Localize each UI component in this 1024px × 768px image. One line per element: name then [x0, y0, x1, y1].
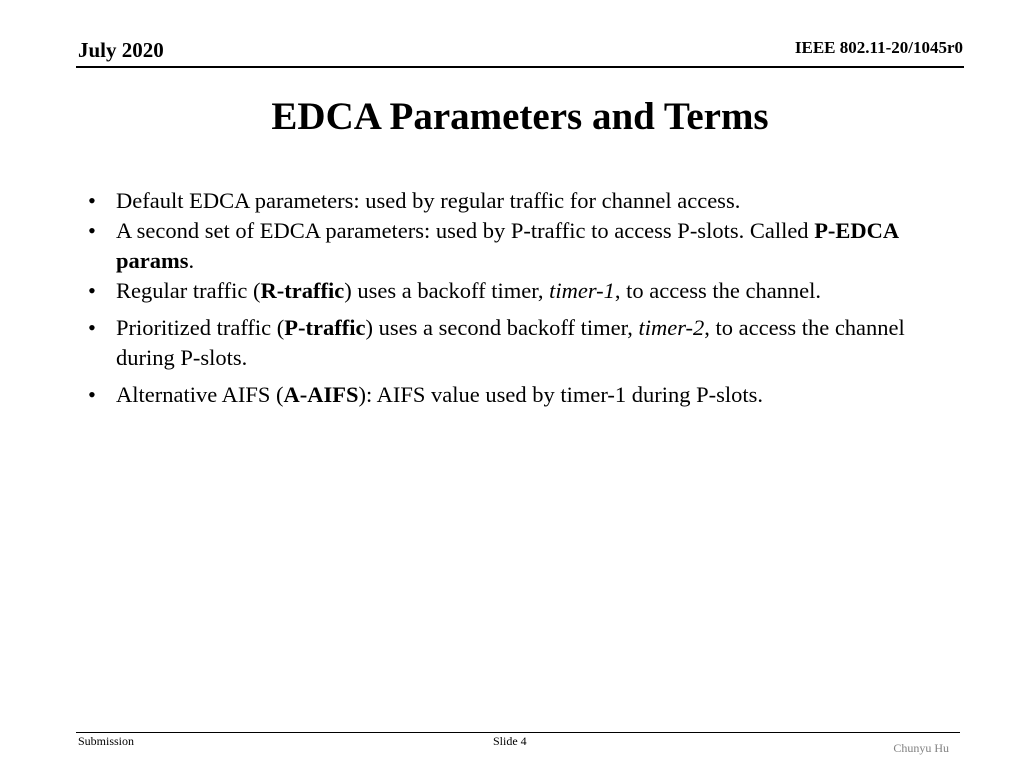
footer-divider — [76, 732, 960, 733]
bullet-bold-term: P-EDCA params — [116, 218, 898, 273]
bullet-text: Prioritized traffic ( — [116, 315, 285, 340]
header-divider — [76, 66, 964, 68]
bullet-item — [88, 380, 958, 410]
bullet-bold-term: R-traffic — [260, 278, 345, 303]
bullet-bold-term: P-traffic — [284, 315, 366, 340]
bullet-text: , to access the channel during P-slots. — [116, 315, 905, 370]
bullet-text: ) uses a backoff timer, — [344, 278, 550, 303]
footer-author: Chunyu Hu — [893, 741, 949, 755]
bullet-list — [88, 186, 958, 410]
bullet-text: , to access the channel. — [614, 278, 822, 303]
bullet-bold-term: A-AIFS — [283, 382, 359, 407]
footer-slide-number: Slide 4 — [493, 734, 527, 748]
bullet-text: Regular traffic ( — [116, 278, 261, 303]
bullet-text: Default EDCA parameters: used by regular traffic for channel access. — [116, 188, 741, 213]
bullet-italic-term: timer-1 — [549, 278, 615, 303]
bullet-text: A second set of EDCA parameters: used by P-traffic to access P-slots. Called — [116, 218, 815, 243]
bullet-item — [88, 276, 958, 306]
bullet-text: ) uses a second backoff timer, — [365, 315, 639, 340]
bullet-item — [88, 313, 958, 373]
header-date: July 2020 — [78, 38, 164, 62]
bullet-text: . — [188, 248, 195, 273]
bullet-text: ): AIFS value used by timer-1 during P-slots. — [358, 382, 764, 407]
footer-submission: Submission — [78, 734, 135, 748]
slide-title: EDCA Parameters and Terms — [271, 95, 769, 138]
bullet-item — [88, 216, 958, 276]
header-doc-id: IEEE 802.11-20/1045r0 — [794, 38, 963, 57]
bullet-item — [88, 186, 958, 216]
bullet-text: Alternative AIFS ( — [116, 382, 284, 407]
bullet-italic-term: timer-2 — [638, 315, 705, 340]
